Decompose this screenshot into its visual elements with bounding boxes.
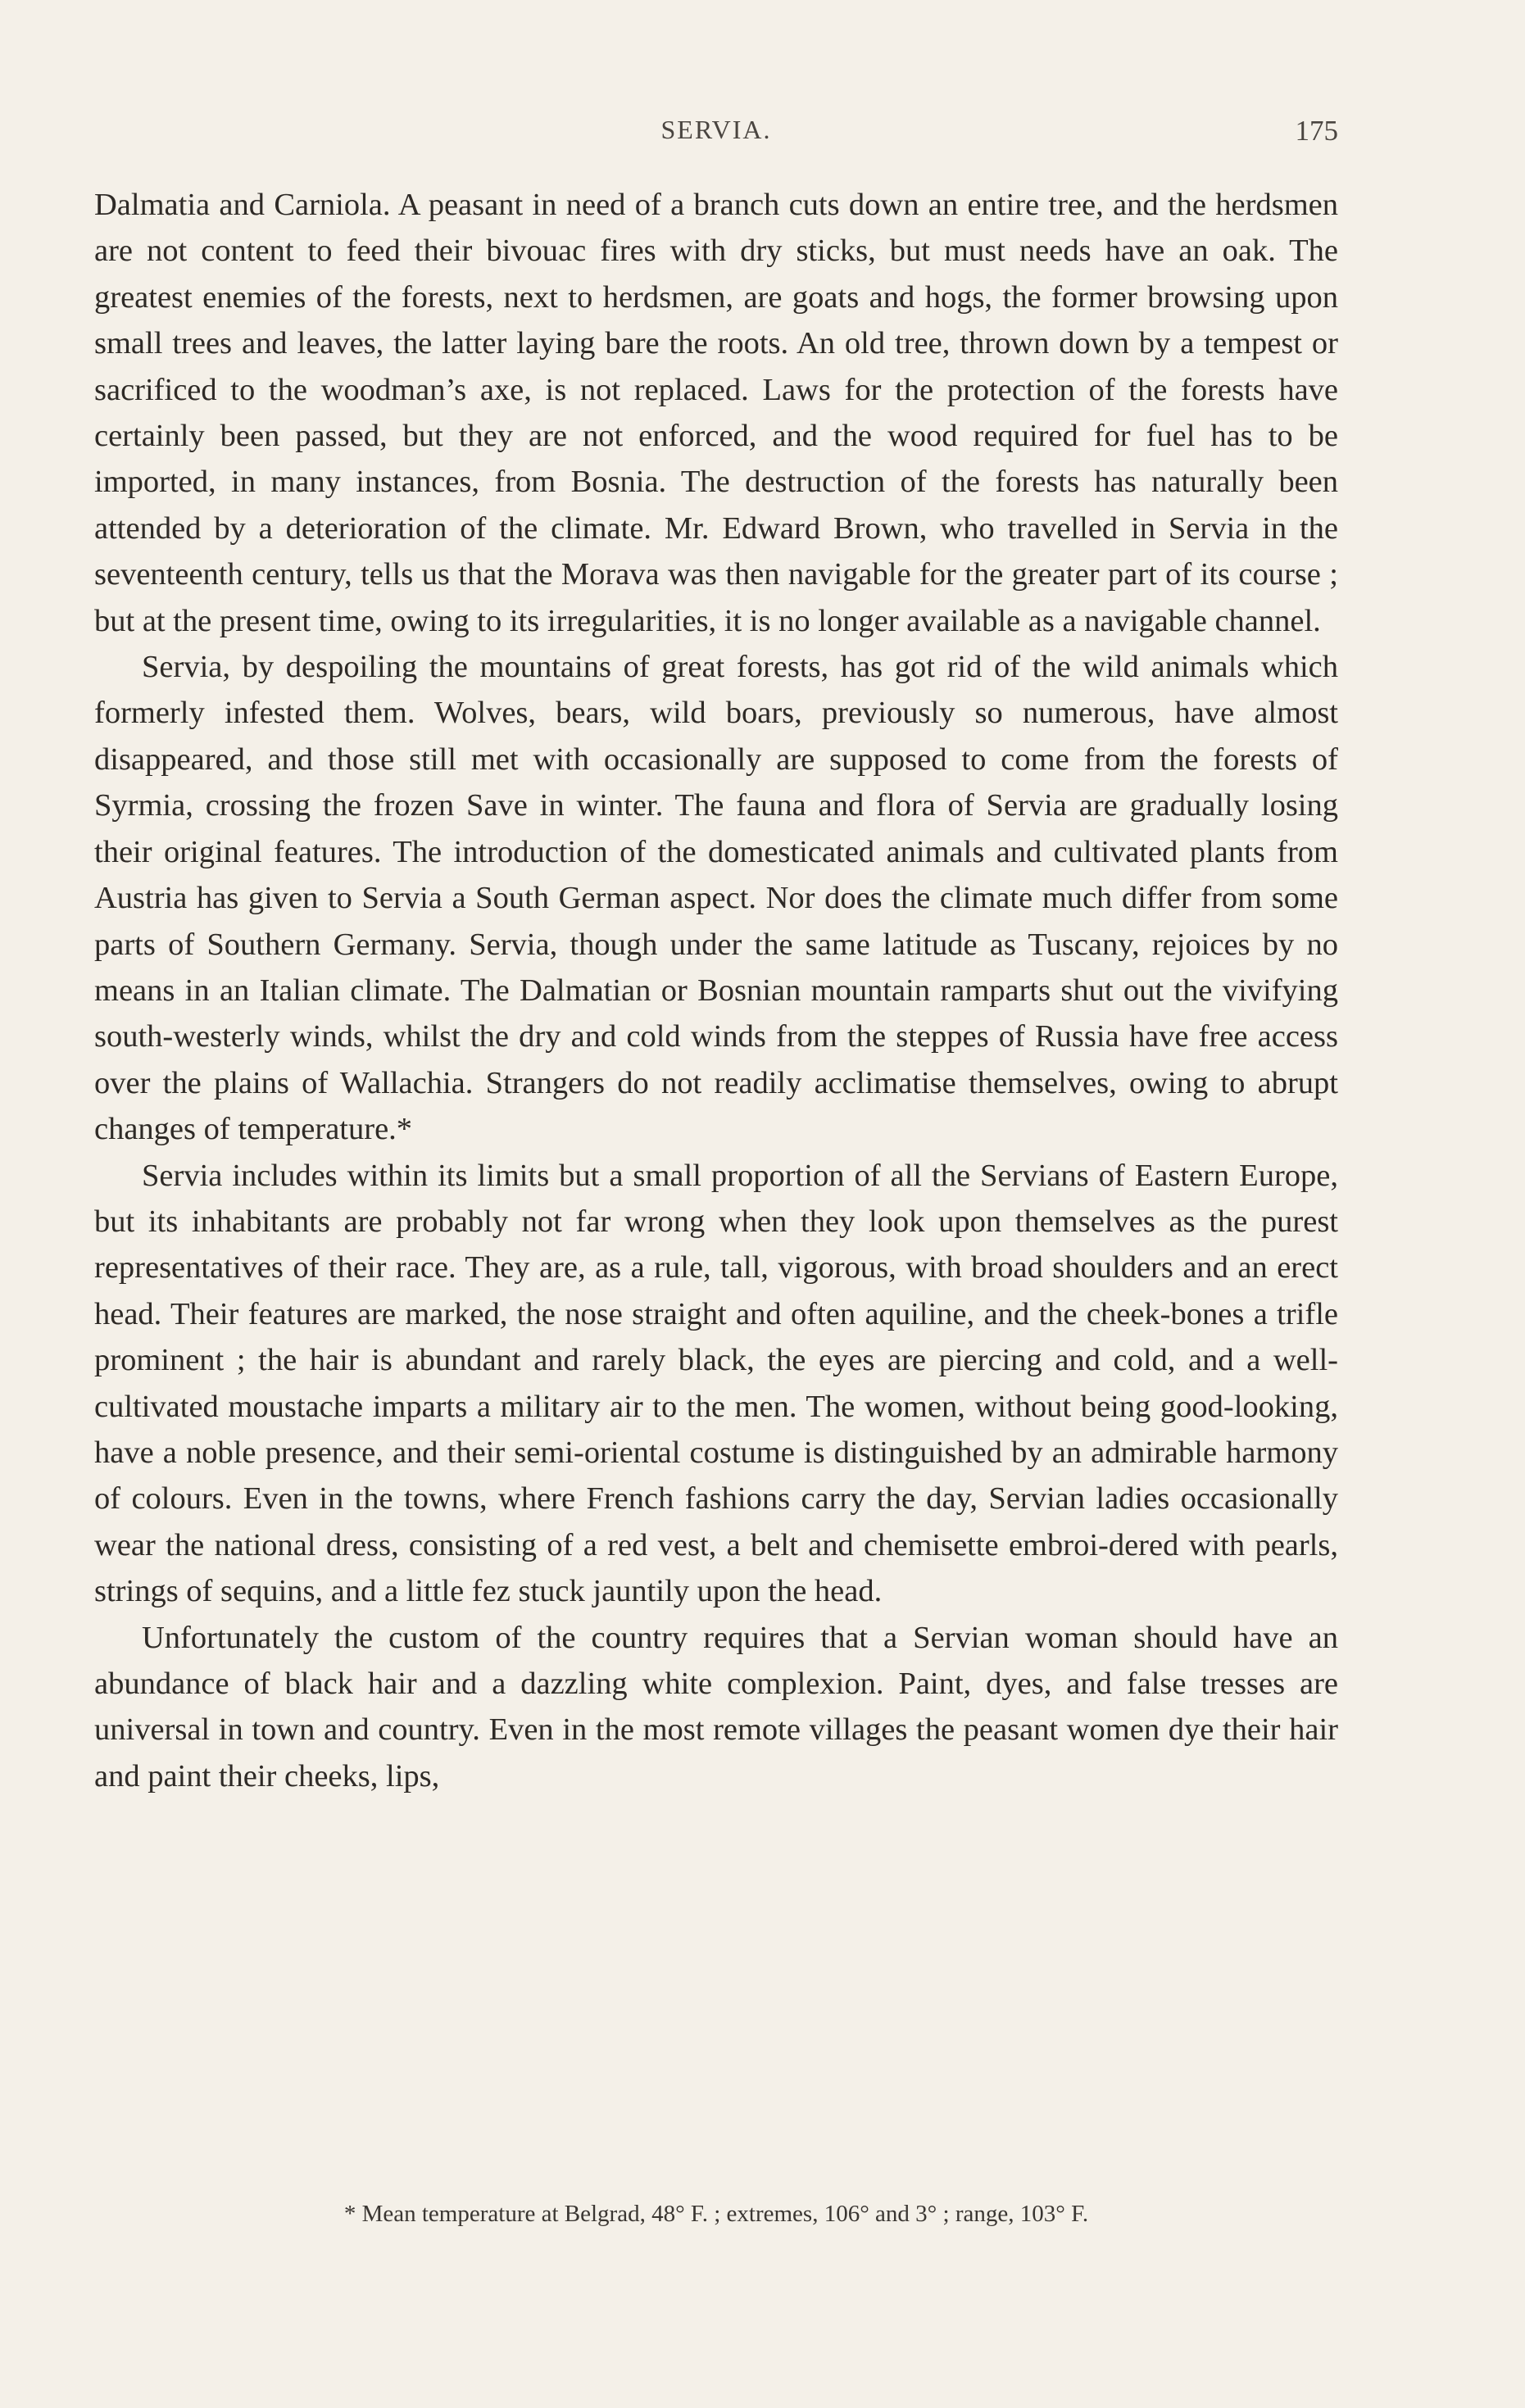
- body-text: [94, 182, 1338, 1799]
- paragraph: Servia, by despoiling the mountains of great forests, has got rid of the wild animals which formerly infested them. Wolves, bears, wild boars, previously so numerous, have almost disappeared, and those still met with occasionally are supposed to come from the forests of Syrmia, crossing the frozen Save in winter. The fauna and flora of Servia are gradually losing their original features. The introduction of the domesticated animals and cultivated plants from Austria has given to Servia a South German aspect. Nor does the climate much differ from some parts of Southern Germany. Servia, though under the same latitude as Tuscany, rejoices by no means in an Italian climate. The Dalmatian or Bosnian mountain ramparts shut out the vivifying south-westerly winds, whilst the dry and cold winds from the steppes of Russia have free access over the plains of Wallachia. Strangers do not readily acclimatise themselves, owing to abrupt changes of temperature.*: [94, 650, 1338, 1147]
- page-number: 175: [1295, 115, 1338, 147]
- paragraph-continued: Dalmatia and Carniola. A peasant in need of a branch cuts down an entire tree, and the herdsmen are not content to feed their bivouac fires with dry sticks, but must needs have an oak. The greatest enemies of the forests, next to herdsmen, are goats and hogs, the former browsing upon small trees and leaves, the latter laying bare the roots. An old tree, thrown down by a tempest or sacrificed to the woodman’s axe, is not replaced. Laws for the protection of the forests have certainly been passed, but they are not enforced, and the wood required for fuel has to be imported, in many instances, from Bosnia. The destruction of the forests has naturally been attended by a deterioration of the climate. Mr. Edward Brown, who travelled in Servia in the seventeenth century, tells us that the Morava was then navigable for the greater part of its course ; but at the present time, owing to its irregularities, it is no longer available as a navigable channel.: [94, 188, 1338, 638]
- paragraph: Servia includes within its limits but a small proportion of all the Servians of Eastern Europe, but its inhabitants are probably not far wrong when they look upon themselves as the purest representatives of their race. They are, as a rule, tall, vigorous, with broad shoulders and an erect head. Their features are marked, the nose straight and often aquiline, and the cheek-bones a trifle prominent ; the hair is abundant and rarely black, the eyes are piercing and cold, and a well-cultivated moustache imparts a military air to the men. The women, without being good-looking, have a noble presence, and their semi-oriental costume is distinguished by an admirable harmony of colours. Even in the towns, where French fashions carry the day, Servian ladies occasionally wear the national dress, consisting of a red vest, a belt and chemisette embroi-dered with pearls, strings of sequins, and a little fez stuck jauntily upon the head.: [94, 1158, 1338, 1609]
- page-header: [94, 115, 1338, 156]
- footnote: * Mean temperature at Belgrad, 48° F. ; extremes, 106° and 3° ; range, 103° F.: [343, 2201, 1089, 2227]
- paragraph: Unfortunately the custom of the country requires that a Servian woman should have an abundance of black hair and a dazzling white complexion. Paint, dyes, and false tresses are universal in town and country. Even in the most remote villages the peasant women dye their hair and paint their cheeks, lips,: [94, 1620, 1338, 1794]
- running-title: SERVIA.: [660, 115, 772, 144]
